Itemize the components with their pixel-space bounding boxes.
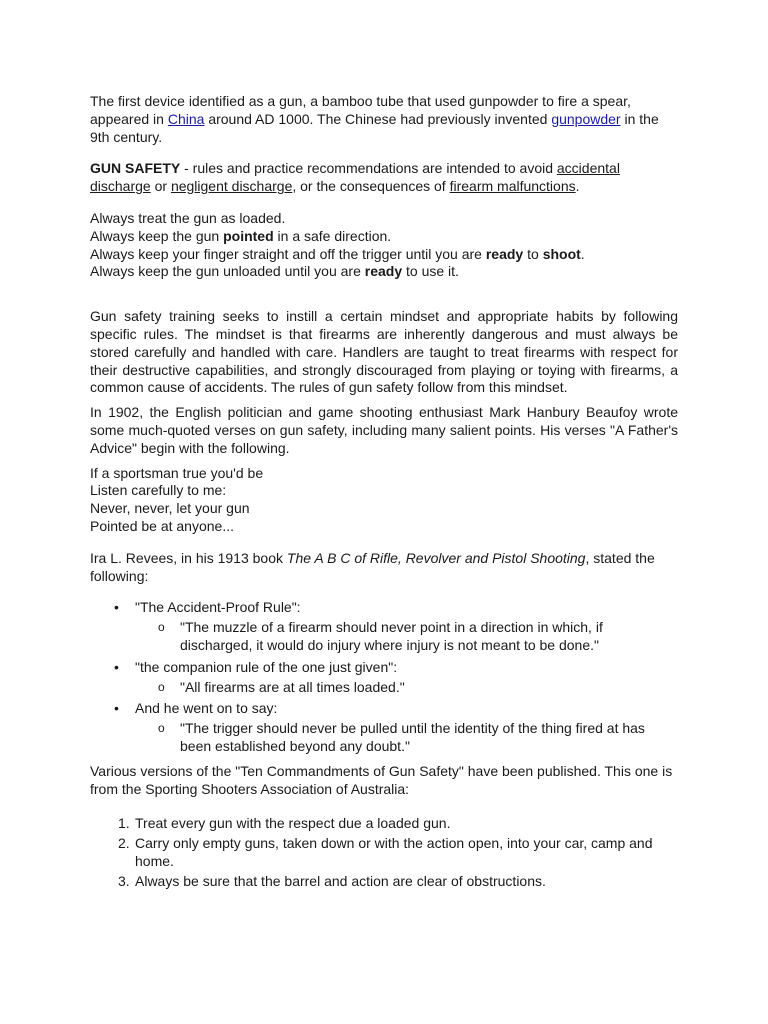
item-number: 2. — [118, 835, 130, 852]
list-item — [90, 659, 678, 697]
bullet-label: "The Accident-Proof Rule": — [135, 599, 301, 616]
rule-3 — [90, 246, 678, 264]
intro-text-3: in the 9th century. — [90, 110, 659, 145]
safety-def-text-3: , or the consequences of — [292, 178, 450, 195]
rule-4-bold-ready: ready — [364, 263, 403, 280]
list-item — [90, 873, 678, 891]
firearm-malfunctions-link[interactable]: firearm malfunctions — [449, 178, 576, 195]
revees-text-2: , stated the following: — [90, 549, 655, 584]
rule-4-text-a: Always keep the gun unloaded until you are — [90, 263, 365, 280]
rule-2-text-a: Always keep the gun — [90, 227, 224, 244]
rule-4 — [90, 263, 678, 281]
rule-3-text-e: . — [580, 245, 585, 262]
sub-list-item — [90, 619, 678, 655]
verse-block — [90, 465, 678, 536]
training-paragraph: Gun safety training seeks to instill a certain mindset and appropriate habits by following specific rules. The mindset is that firearms are inherently dangerous and must always be stored carefully and handled with care. Handlers are taught to treat firearms with respect for their destructive capabilities, and strongly discouraged from playing or toying with firearms, a common cause of accidents. The rules of gun safety follow from this mindset. — [90, 308, 678, 396]
intro-text-1: The first device identified as a gun, a bamboo tube that used gunpowder to fire a spear, appeared in — [90, 93, 631, 127]
accidental-discharge-link[interactable]: accidental discharge — [90, 160, 620, 195]
rule-3-bold-shoot: shoot — [542, 245, 581, 262]
gunpowder-link[interactable]: gunpowder — [551, 110, 621, 127]
bullet-icon: • — [114, 658, 119, 675]
book-title: The A B C of Rifle, Revolver and Pistol Shooting — [286, 549, 586, 566]
list-item — [90, 700, 678, 755]
rule-4-text-c: to use it. — [402, 263, 459, 280]
bullet-label: And he went on to say: — [135, 700, 278, 717]
sub-list-item — [90, 679, 678, 697]
safety-definition-paragraph — [90, 160, 678, 196]
china-link[interactable]: China — [167, 110, 205, 127]
safety-rules-block — [90, 210, 678, 281]
sub-item-text: "The trigger should never be pulled until the identity of the thing fired at has been established beyond any doubt." — [180, 720, 645, 754]
beaufoy-paragraph: In 1902, the English politician and game shooting enthusiast Mark Hanbury Beaufoy wrote some much-quoted verses on gun safety, including many salient points. His verses "A Father's Advice" begin with the following. — [90, 404, 678, 456]
sub-list-item — [90, 720, 678, 756]
safety-def-text-1: - rules and practice recommendations are intended to avoid — [180, 160, 557, 177]
rule-3-text-a: Always keep your finger straight and off the trigger until you are — [90, 245, 486, 262]
revees-text-1: Ira L. Revees, in his 1913 book — [90, 549, 287, 566]
verse-line-2: Listen carefully to me: — [90, 482, 227, 499]
intro-text-2: around AD 1000. The Chinese had previously invented — [204, 110, 552, 127]
safety-def-text-4: . — [575, 178, 580, 195]
verse-line-1: If a sportsman true you'd be — [90, 464, 264, 481]
rule-3-bold-ready: ready — [485, 245, 524, 262]
item-number: 3. — [118, 872, 130, 889]
bullet-icon: • — [114, 599, 119, 616]
sub-item-text: "The muzzle of a firearm should never point in a direction in which, if discharged, it would do injury where injury is not meant to be done." — [180, 619, 603, 653]
rule-2-bold: pointed — [223, 227, 274, 244]
revees-paragraph — [90, 550, 678, 586]
safety-def-text-2: or — [150, 178, 171, 195]
list-item — [90, 599, 678, 654]
sub-list — [135, 720, 678, 756]
sub-list — [135, 619, 678, 655]
item-text: Always be sure that the barrel and action are clear of obstructions. — [135, 872, 546, 889]
circle-bullet-icon: o — [158, 679, 165, 694]
verse-line-4: Pointed be at anyone... — [90, 517, 234, 534]
verse-line-3: Never, never, let your gun — [90, 500, 250, 517]
item-text: Treat every gun with the respect due a loaded gun. — [135, 815, 451, 832]
bullet-icon: • — [114, 700, 119, 717]
negligent-discharge-link[interactable]: negligent discharge — [170, 178, 293, 195]
commandments-intro: Various versions of the "Ten Commandments of Gun Safety" have been published. This one is from the Sporting Shooters Association of Australia: — [90, 762, 673, 797]
bullet-label: "the companion rule of the one just given": — [135, 658, 398, 675]
circle-bullet-icon: o — [158, 620, 165, 635]
rule-2-text-c: in a safe direction. — [273, 227, 392, 244]
document-page — [90, 93, 678, 892]
rule-1: Always treat the gun as loaded. — [90, 209, 286, 226]
quote-bullet-list — [90, 599, 678, 755]
gun-safety-heading: GUN SAFETY — [90, 160, 181, 177]
list-item — [90, 815, 678, 833]
item-number: 1. — [118, 815, 130, 832]
sub-list — [135, 679, 678, 697]
rule-3-text-c: to — [523, 245, 543, 262]
list-item — [90, 835, 678, 871]
sub-item-text: "All firearms are at all times loaded." — [180, 678, 405, 695]
intro-paragraph — [90, 93, 678, 146]
circle-bullet-icon: o — [158, 721, 165, 736]
commandments-list — [90, 815, 678, 890]
rule-2 — [90, 228, 678, 246]
item-text: Carry only empty guns, taken down or with the action open, into your car, camp and home. — [135, 835, 653, 869]
